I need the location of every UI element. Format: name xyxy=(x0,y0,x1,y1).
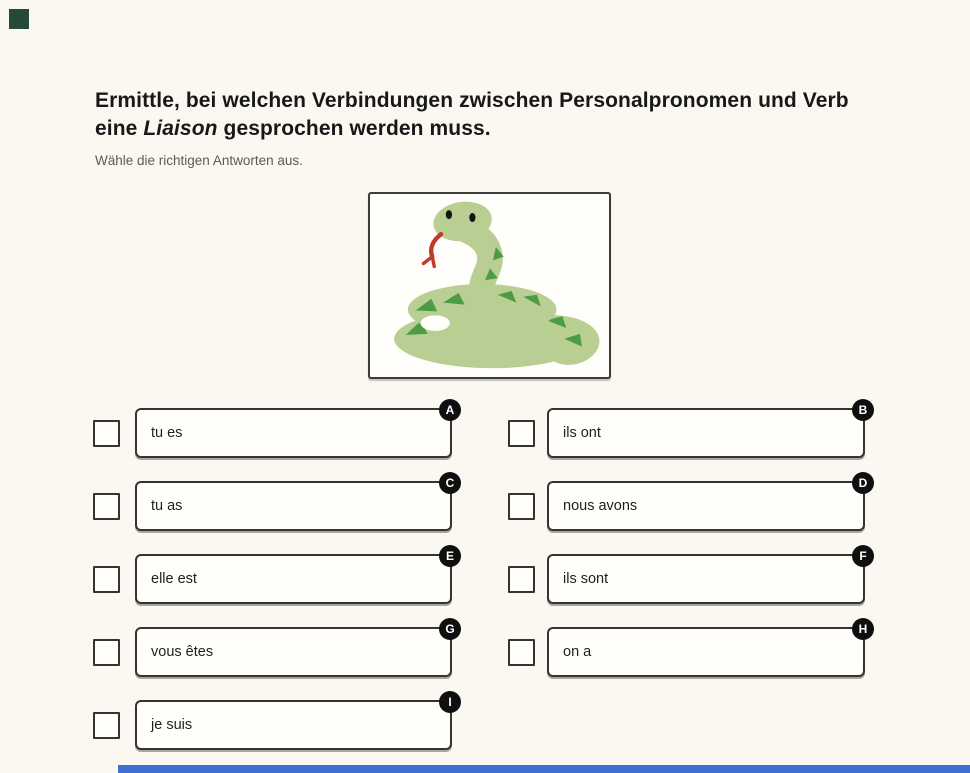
answer-badge-f: F xyxy=(852,545,874,567)
answer-badge-e: E xyxy=(439,545,461,567)
answer-label-b: ils ont xyxy=(563,425,601,441)
checkbox-g[interactable] xyxy=(93,639,120,666)
answer-badge-b: B xyxy=(852,399,874,421)
checkbox-c[interactable] xyxy=(93,493,120,520)
answer-option-g xyxy=(93,622,455,677)
snake-image xyxy=(372,196,607,375)
answer-box-g[interactable] xyxy=(135,622,455,677)
answer-box-e[interactable] xyxy=(135,549,454,604)
answer-box-c[interactable] xyxy=(135,476,455,531)
answer-option-e xyxy=(93,549,454,604)
answer-label-f: ils sont xyxy=(563,571,609,587)
answer-label-c: tu as xyxy=(151,498,183,514)
answer-badge-c: C xyxy=(439,472,461,494)
video-progress-bar[interactable] xyxy=(118,765,970,773)
answer-box-a[interactable] xyxy=(135,403,455,458)
answer-option-b xyxy=(508,403,868,458)
checkbox-i[interactable] xyxy=(93,712,120,739)
answer-box-b[interactable] xyxy=(547,403,868,458)
task-title xyxy=(95,87,879,143)
checkbox-a[interactable] xyxy=(93,420,120,447)
answer-label-g: vous êtes xyxy=(151,644,214,660)
answer-badge-d: D xyxy=(852,472,874,494)
answer-badge-g: G xyxy=(439,618,461,640)
task-instruction: Wähle die richtigen Antworten aus. xyxy=(95,153,303,168)
answer-badge-i: I xyxy=(439,691,461,713)
answer-label-d: nous avons xyxy=(563,498,638,514)
answer-box-i[interactable] xyxy=(135,695,452,750)
answer-badge-a: A xyxy=(439,399,461,421)
answer-option-i xyxy=(93,695,452,750)
task-title-liaison: Liaison xyxy=(143,117,218,140)
answer-box-d[interactable] xyxy=(547,476,868,531)
answer-option-d xyxy=(508,476,868,531)
answer-option-a xyxy=(93,403,455,458)
answer-label-a: tu es xyxy=(151,425,183,441)
checkbox-h[interactable] xyxy=(508,639,535,666)
task-title-part1: Ermittle, bei welchen Verbindungen zwischen Personalpronomen und Verb eine xyxy=(95,89,849,140)
answer-label-h: on a xyxy=(563,644,592,660)
answer-label-i: je suis xyxy=(151,717,193,733)
checkbox-f[interactable] xyxy=(508,566,535,593)
checkbox-b[interactable] xyxy=(508,420,535,447)
answer-box-h[interactable] xyxy=(547,622,868,677)
answer-option-f xyxy=(508,549,867,604)
answer-option-c xyxy=(93,476,455,531)
answer-box-f[interactable] xyxy=(547,549,867,604)
brand-square xyxy=(9,9,29,29)
answer-option-h xyxy=(508,622,868,677)
checkbox-d[interactable] xyxy=(508,493,535,520)
task-title-part2: gesprochen werden muss. xyxy=(217,117,491,140)
illustration-box xyxy=(368,192,611,379)
answer-badge-h: H xyxy=(852,618,874,640)
answer-label-e: elle est xyxy=(151,571,197,587)
checkbox-e[interactable] xyxy=(93,566,120,593)
